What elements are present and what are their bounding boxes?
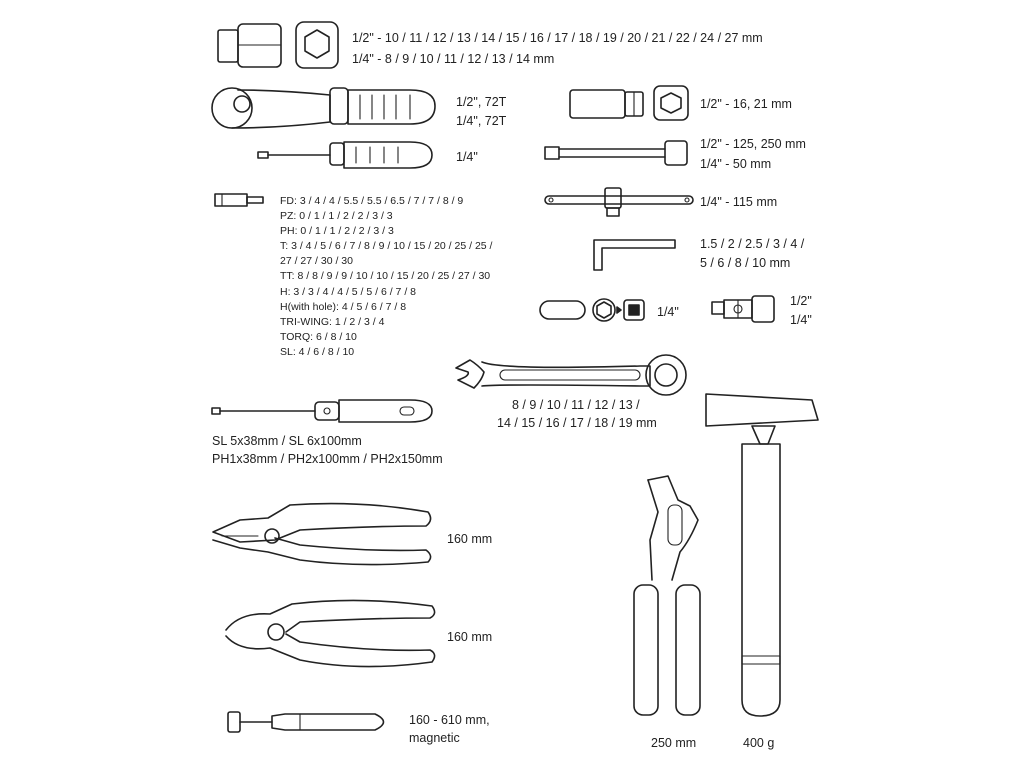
- ratchet-icon: [212, 88, 435, 128]
- sockets-half-inch-sizes: 1/2" - 10 / 11 / 12 / 13 / 14 / 15 / 16 / 17 / 18 / 19 / 20 / 21 / 22 / 24 / 27 mm: [352, 31, 763, 45]
- bits-row-tt: TT: 8 / 8 / 9 / 9 / 10 / 10 / 15 / 20 / 25 / 27 / 30: [280, 270, 491, 283]
- pickup-tool-length: 160 - 610 mm,: [409, 713, 490, 727]
- hex-key-icon: [594, 240, 675, 270]
- diagonal-cutters-icon: [226, 600, 435, 666]
- bits-size-list: [280, 194, 492, 360]
- spark-socket-end-icon: [654, 86, 688, 120]
- extension-quarter-label: 1/4" - 50 mm: [700, 157, 772, 171]
- combination-pliers-icon: [213, 504, 431, 565]
- spinner-handle-icon: [258, 142, 432, 168]
- bits-row-sl: SL: 4 / 6 / 8 / 10: [280, 345, 355, 358]
- extension-bar-icon: [545, 141, 687, 165]
- wrench-sizes-2: 14 / 15 / 16 / 17 / 18 / 19 mm: [497, 416, 657, 430]
- ratchet-quarter-label: 1/4", 72T: [456, 114, 507, 128]
- bits-row-t: T: 3 / 4 / 5 / 6 / 7 / 8 / 9 / 10 / 15 / 20 / 25 / 25 /: [280, 240, 493, 253]
- screwdriver-icon: [212, 400, 432, 422]
- magnetic-pickup-tool-icon: [228, 712, 384, 732]
- screwdriver-sizes-1: SL 5x38mm / SL 6x100mm: [212, 434, 362, 448]
- adapter-label: 1/4": [657, 305, 679, 319]
- bits-row-tri-wing: TRI-WING: 1 / 2 / 3 / 4: [280, 315, 385, 328]
- t-bar-label: 1/4" - 115 mm: [700, 195, 778, 209]
- bits-row-t-cont: 27 / 27 / 30 / 30: [280, 255, 353, 268]
- wrench-sizes-1: 8 / 9 / 10 / 11 / 12 / 13 /: [512, 398, 640, 412]
- water-pump-pliers-label: 250 mm: [651, 736, 697, 750]
- socket-end-icon: [296, 22, 338, 68]
- t-bar-icon: [545, 188, 693, 216]
- bits-row-h-hole: H(with hole): 4 / 5 / 6 / 7 / 8: [280, 300, 407, 313]
- spinner-label: 1/4": [456, 150, 478, 164]
- bits-row-ph: PH: 0 / 1 / 1 / 2 / 2 / 3 / 3: [280, 225, 394, 238]
- diagonal-cutters-label: 160 mm: [447, 630, 493, 644]
- spark-plug-socket-icon: [570, 90, 643, 118]
- socket-icon: [218, 24, 281, 67]
- bit-adapter-icon: [540, 299, 644, 321]
- universal-joint-icon: [712, 296, 774, 322]
- combination-pliers-label: 160 mm: [447, 532, 493, 546]
- hammer-icon: [706, 394, 818, 716]
- extension-half-label: 1/2" - 125, 250 mm: [700, 137, 806, 151]
- water-pump-pliers-icon: [634, 476, 700, 715]
- bits-row-fd: FD: 3 / 4 / 4 / 5.5 / 5.5 / 6.5 / 7 / 7 / 8 / 9: [280, 195, 464, 207]
- bits-row-h: H: 3 / 3 / 4 / 4 / 5 / 5 / 6 / 7 / 8: [280, 285, 416, 298]
- ratchet-half-label: 1/2", 72T: [456, 95, 507, 109]
- ujoint-half-label: 1/2": [790, 294, 812, 308]
- pickup-tool-type: magnetic: [409, 731, 460, 745]
- hex-keys-sizes-1: 1.5 / 2 / 2.5 / 3 / 4 /: [700, 237, 805, 251]
- bits-row-pz: PZ: 0 / 1 / 1 / 2 / 2 / 3 / 3: [280, 210, 393, 223]
- screwdriver-sizes-2: PH1x38mm / PH2x100mm / PH2x150mm: [212, 452, 443, 466]
- sockets-quarter-inch-sizes: 1/4" - 8 / 9 / 10 / 11 / 12 / 13 / 14 mm: [352, 52, 555, 66]
- combination-wrench-icon: [456, 355, 686, 395]
- hex-keys-sizes-2: 5 / 6 / 8 / 10 mm: [700, 256, 791, 270]
- ujoint-quarter-label: 1/4": [790, 313, 812, 327]
- hammer-weight-label: 400 g: [743, 736, 775, 750]
- bits-row-torq: TORQ: 6 / 8 / 10: [280, 330, 357, 343]
- spark-socket-label: 1/2" - 16, 21 mm: [700, 97, 792, 111]
- screwdriver-bit-icon: [215, 194, 263, 206]
